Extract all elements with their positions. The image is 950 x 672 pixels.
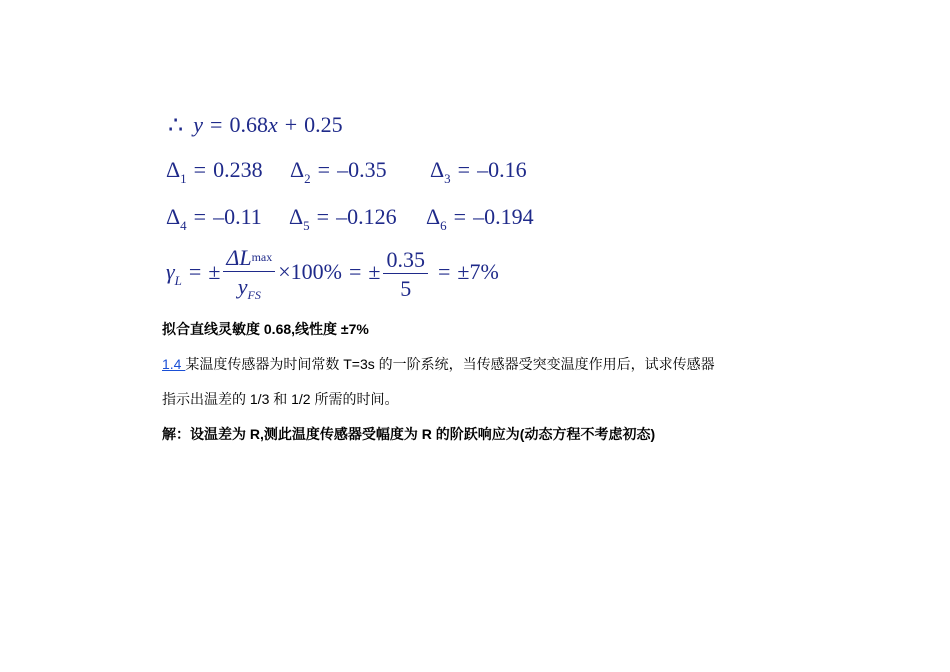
problem-text-1: 某温度传感器为时间常数 T=3s 的一阶系统，当传感器受突变温度作用后，试求传感器 <box>185 356 715 372</box>
linearity-result: ±7% <box>457 259 499 285</box>
delta-4: $\Delta_4 = -0.11$ <box>166 204 262 233</box>
eq-x: x <box>267 112 278 137</box>
eq-equals: = <box>210 112 223 137</box>
fraction-035-over-5: $\frac{0.35}{5}$ <box>383 249 428 300</box>
eq-constant: 0.25 <box>304 112 343 137</box>
eq-plus: + <box>284 112 298 137</box>
problem-number-link[interactable]: 1.4 <box>162 356 186 372</box>
delta-2: $\Delta_2 = -0.35$ <box>290 157 387 186</box>
therefore-symbol: ∴ <box>168 113 184 139</box>
solution-line: 解：设温差为 R,测此温度传感器受幅度为 R 的阶跃响应为(动态方程不考虑初态) <box>162 426 656 442</box>
equation-linearity: $\gamma_L$ = ± $\frac{\Delta Lmax}{y_{FS}}$ ×100% = ± $\frac{0.35}{5}$ = ±7% <box>166 245 499 302</box>
fraction-delta-l-max-over-yfs: $\frac{\Delta Lmax}{y_{FS}}$ <box>223 247 275 301</box>
delta-1: $\Delta_1 = 0.238$ <box>166 157 263 186</box>
equation-deltas-row-1 <box>166 159 527 185</box>
eq-y: y <box>193 112 204 137</box>
problem-line-2: 指示出温差的 1/3 和 1/2 所需的时间。 <box>162 391 399 407</box>
problem-line-1 <box>162 354 715 374</box>
delta-3: $\Delta_3 = -0.16$ <box>430 157 527 186</box>
delta-5: $\Delta_5 = -0.126$ <box>289 204 397 233</box>
summary-line: 拟合直线灵敏度 0.68,线性度 ±7% <box>162 321 369 337</box>
equation-regression-line <box>168 113 343 137</box>
delta-6: $\Delta_6 = -0.194$ <box>426 204 534 233</box>
equation-deltas-row-2 <box>166 206 534 232</box>
eq-coefficient: 0.68 <box>229 112 268 137</box>
gamma-symbol: γ <box>166 259 175 285</box>
